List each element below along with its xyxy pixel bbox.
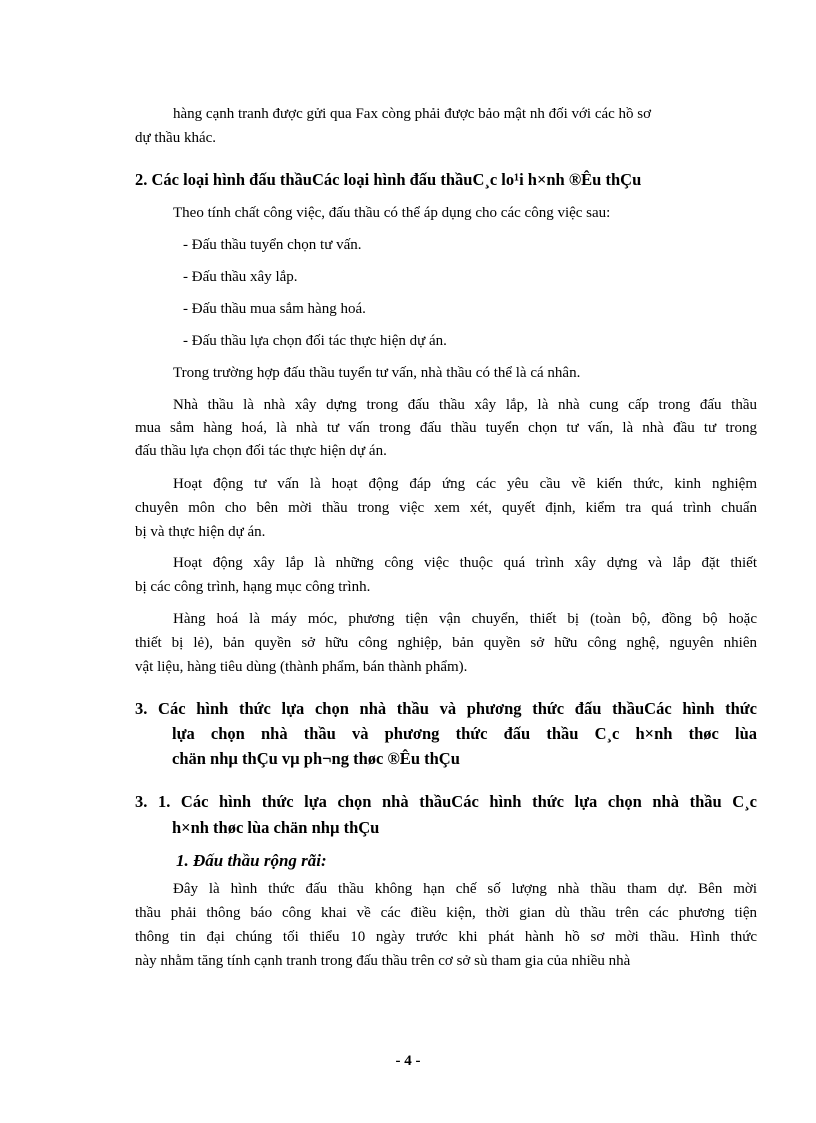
section-2-para-3-line: Hoạt động tư vấn là hoạt động đáp ứng các yêu cầu về kiến thức, kinh nghiệm — [173, 476, 757, 492]
section-2-para-4-line: Hoạt động xây lắp là những công việc thuộc quá trình xây dựng và lắp đặt thiết — [173, 555, 757, 571]
section-3-1-para-line: này nhằm tăng tính cạnh tranh trong đấu thầu trên cơ sở sù tham gia của nhiều nhà — [135, 953, 631, 969]
list-item: - Đấu thầu tuyển chọn tư vấn. — [183, 237, 362, 253]
section-3-heading-line: lựa chọn nhà thầu và phương thức đấu thầu C¸c h×nh thøc lùa — [172, 724, 757, 743]
section-3-1-para-line: thông tin đại chúng tối thiểu 10 ngày trước khi phát hành hồ sơ mời thầu. Hình thức — [135, 929, 757, 945]
section-2-para-2-line: Nhà thầu là nhà xây dựng trong đấu thầu xây lắp, là nhà cung cấp trong đấu thầu — [173, 397, 757, 413]
list-item: - Đấu thầu mua sắm hàng hoá. — [183, 301, 366, 317]
section-2-heading: 2. Các loại hình đấu thầuCác loại hình đấu thầuC¸c lo¹i h×nh ®Êu thÇu — [135, 170, 642, 189]
section-2-para-4-line: bị các công trình, hạng mục công trình. — [135, 579, 371, 595]
section-2-para-5-line: vật liệu, hàng tiêu dùng (thành phẩm, bán thành phẩm). — [135, 659, 468, 675]
page-number: - 4 - — [395, 1053, 421, 1069]
section-2-para-2-line: mua sắm hàng hoá, là nhà tư vấn trong đấu thầu tuyển chọn tư vấn, là nhà đầu tư trong — [135, 420, 757, 436]
section-2-para-5-line: thiết bị lẻ), bản quyền sở hữu công nghiệp, bản quyền sở hữu công nghệ, nguyên nhiên — [135, 635, 757, 651]
section-3-heading-line: chän nhµ thÇu vµ ph¬ng thøc ®Êu thÇu — [172, 749, 460, 768]
section-3-1-para-line: thầu phải thông báo công khai về các điều kiện, thời gian dù thầu trên các phương tiện — [135, 905, 757, 921]
intro-line-1: hàng cạnh tranh được gửi qua Fax còng phải được bảo mật nh đối với các hồ sơ — [173, 106, 652, 122]
sub-heading-open-bidding: 1. Đấu thầu rộng rãi: — [176, 851, 327, 870]
section-3-1-heading-line: h×nh thøc lùa chän nhµ thÇu — [172, 818, 380, 837]
section-2-para-3-line: chuyên môn cho bên mời thầu trong việc xem xét, quyết định, kiểm tra quá trình chuẩn — [135, 500, 757, 516]
section-2-para-1: Trong trường hợp đấu thầu tuyển tư vấn, nhà thầu có thể là cá nhân. — [173, 365, 581, 381]
section-2-lead: Theo tính chất công việc, đấu thầu có thể áp dụng cho các công việc sau: — [173, 205, 611, 221]
section-2-para-5-line: Hàng hoá là máy móc, phương tiện vận chuyển, thiết bị (toàn bộ, đồng bộ hoặc — [173, 611, 757, 627]
section-2-para-3-line: bị và thực hiện dự án. — [135, 524, 266, 540]
list-item: - Đấu thầu xây lắp. — [183, 269, 298, 285]
section-3-1-para-line: Đây là hình thức đấu thầu không hạn chế số lượng nhà thầu tham dự. Bên mời — [173, 881, 757, 897]
list-item: - Đấu thầu lựa chọn đối tác thực hiện dự án. — [183, 333, 447, 349]
intro-line-2: dự thầu khác. — [135, 130, 217, 146]
section-3-1-heading-line: 3. 1. Các hình thức lựa chọn nhà thầuCác hình thức lựa chọn nhà thầu C¸c — [135, 792, 757, 811]
section-3-heading-line: 3. Các hình thức lựa chọn nhà thầu và phương thức đấu thầuCác hình thức — [135, 699, 757, 718]
section-2-para-2-line: đấu thầu lựa chọn đối tác thực hiện dự án. — [135, 443, 387, 459]
